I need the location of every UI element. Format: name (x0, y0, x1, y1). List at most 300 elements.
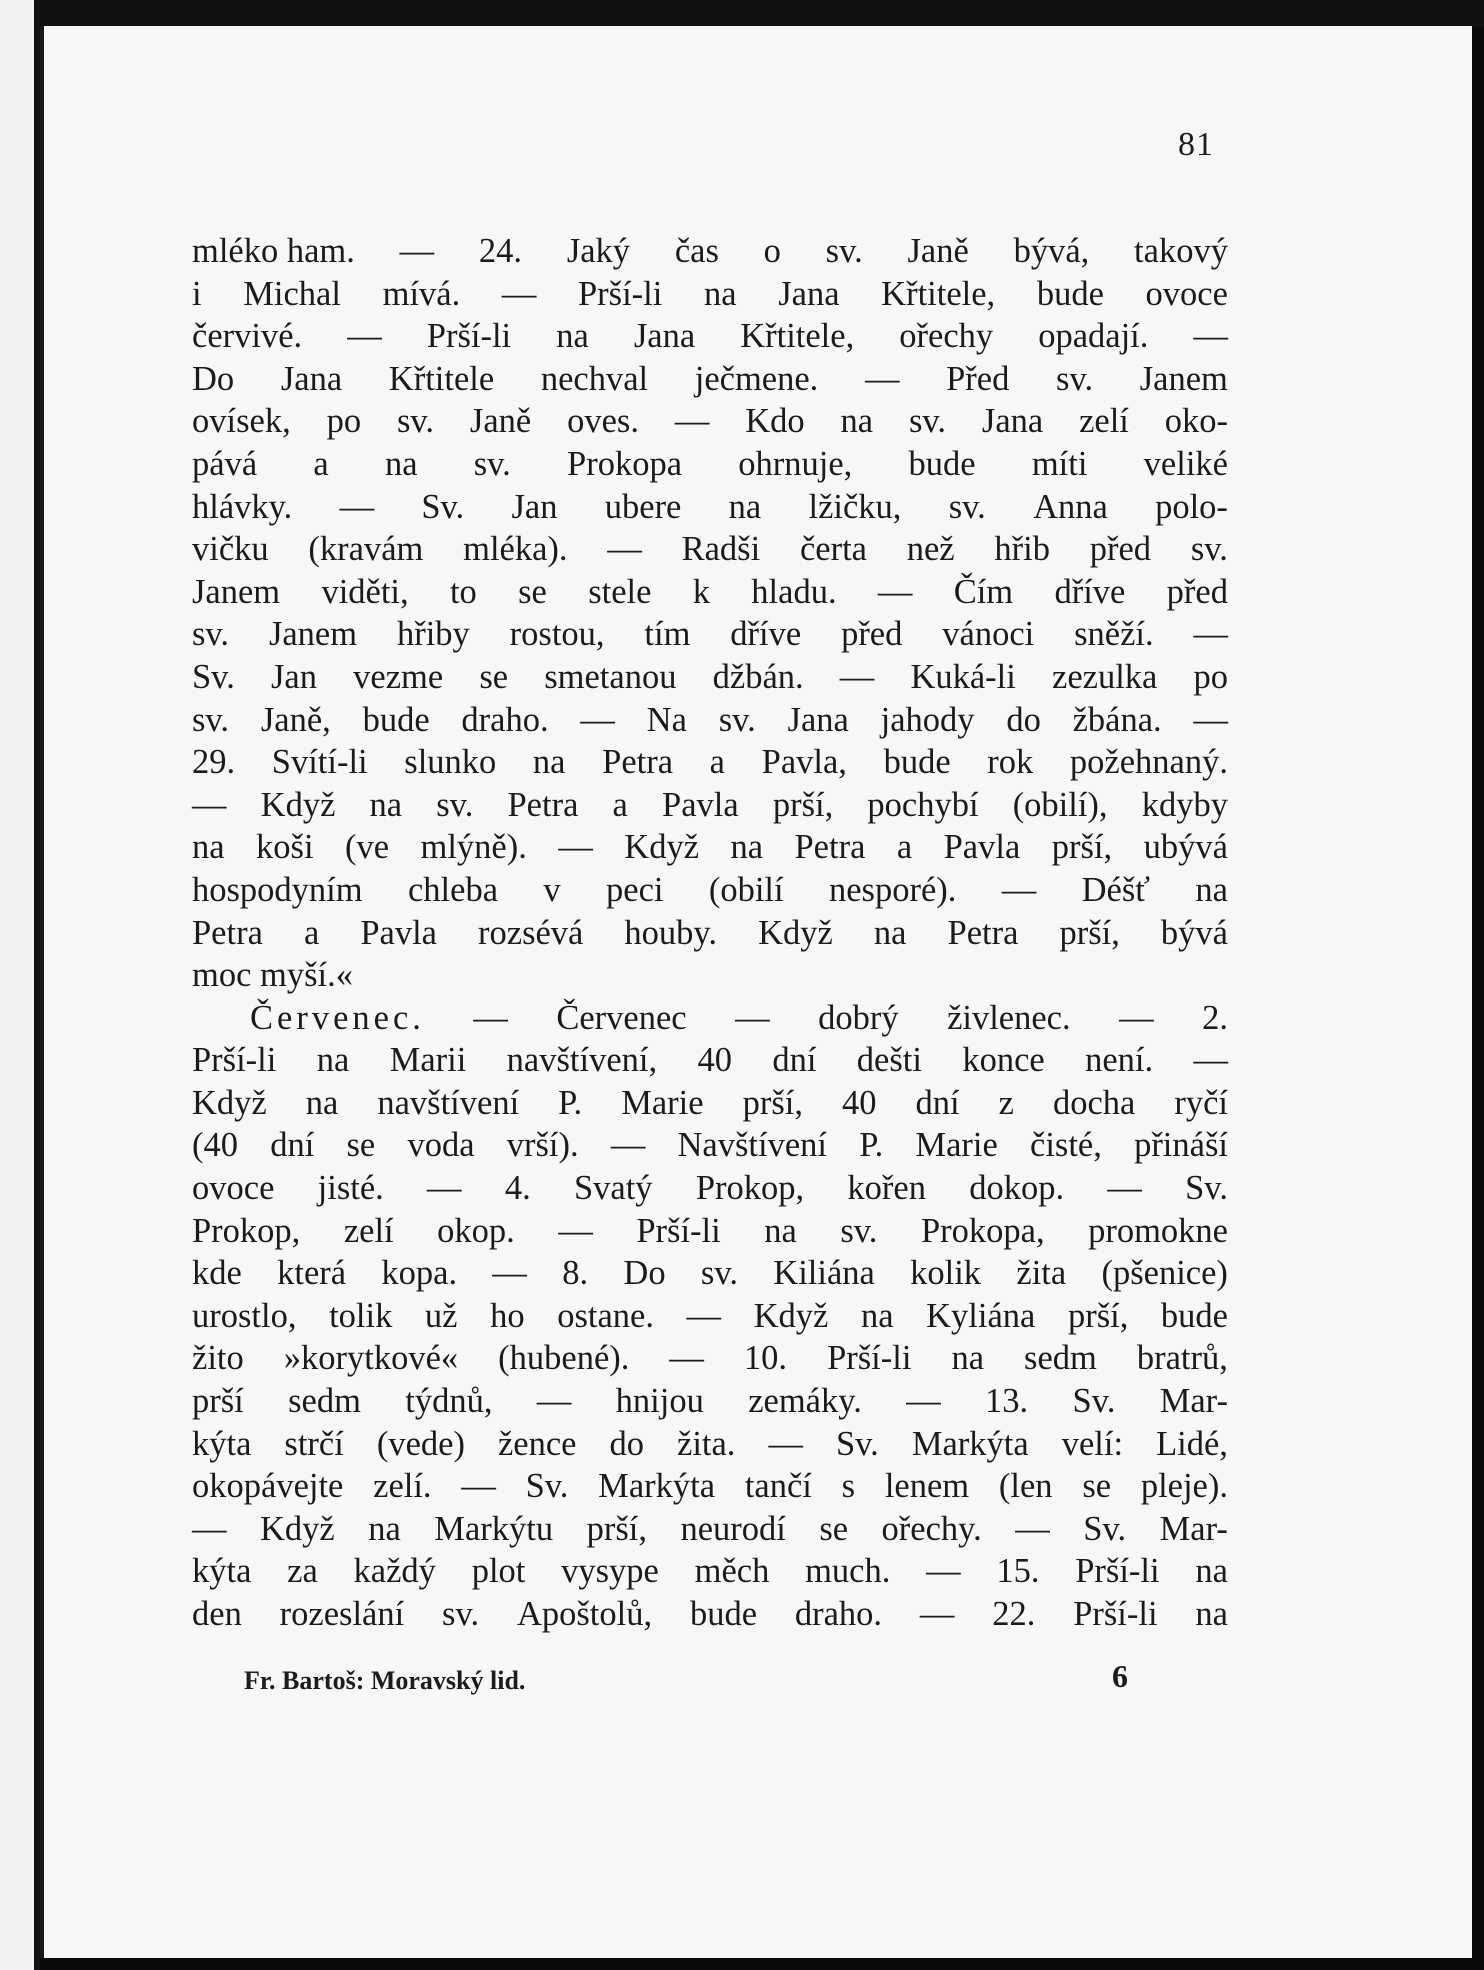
word: z (998, 1083, 1014, 1122)
word: Čím (953, 572, 1014, 611)
word: Janě (469, 402, 532, 441)
word: (vede) (376, 1424, 465, 1463)
word: žito (192, 1339, 244, 1378)
word: před (841, 615, 903, 654)
text-line (192, 443, 1228, 486)
word: Janě, (260, 700, 331, 739)
word: Radši (681, 530, 761, 569)
word: na (368, 1509, 401, 1548)
word: okopávejte (192, 1467, 344, 1506)
word: na (873, 913, 907, 952)
word: — (427, 1169, 462, 1208)
text-line (192, 1252, 1228, 1295)
word: Apoštolů, (516, 1595, 653, 1633)
word: Křtitele, (881, 274, 996, 313)
word: do (609, 1424, 644, 1463)
word: bude (1160, 1296, 1228, 1335)
word: Mar- (1159, 1509, 1228, 1548)
word: kdyby (1141, 785, 1228, 824)
word: — (1193, 317, 1228, 356)
word: (pšenice) (1101, 1254, 1228, 1293)
word: Když (192, 1083, 267, 1122)
word: neurodí (680, 1509, 786, 1548)
word: a (896, 828, 913, 867)
text-line (192, 741, 1228, 784)
word: bude (908, 444, 976, 483)
word: Pavla (360, 913, 437, 952)
word: hladu. (751, 572, 837, 611)
word: — (864, 359, 900, 398)
word: v (543, 870, 561, 909)
word: dní (270, 1126, 315, 1165)
word: sv. (192, 700, 230, 739)
word: Prší-li (426, 317, 512, 356)
word: Prokopa (567, 444, 683, 483)
word: Lidé, (1156, 1424, 1228, 1463)
word: Červenec. (250, 998, 425, 1037)
word: Marie (621, 1083, 704, 1122)
word: vysype (561, 1552, 659, 1591)
word: — (580, 700, 615, 739)
word: — (919, 1595, 955, 1633)
word: na (1195, 1552, 1228, 1591)
word: ryčí (1174, 1083, 1228, 1122)
text-line (192, 997, 1228, 1040)
word: plot (471, 1552, 526, 1591)
word: bývá, (1013, 232, 1090, 270)
word: než (906, 530, 955, 569)
word: sv. (192, 615, 230, 654)
word: Když (753, 1296, 829, 1335)
word: Sv. (421, 487, 465, 526)
text-line (192, 1550, 1228, 1593)
text-line (192, 400, 1228, 443)
word: pleje). (1140, 1467, 1228, 1506)
word: Sv. (1072, 1382, 1116, 1421)
word: — (461, 1467, 496, 1506)
word: tančí (744, 1467, 812, 1506)
word: na (556, 317, 589, 356)
word: Do (192, 359, 235, 398)
text-line (192, 912, 1228, 955)
word: na (764, 1211, 797, 1250)
word: po (326, 402, 362, 441)
text-line (192, 1124, 1228, 1167)
word: Marii (389, 1041, 467, 1080)
word: červivé. (192, 317, 303, 356)
word: — (1015, 1509, 1050, 1548)
word: Petra (794, 828, 866, 867)
word: — (686, 1296, 722, 1335)
word: o (763, 232, 781, 270)
word: slunko (404, 743, 497, 782)
word: — (1193, 1041, 1228, 1080)
word: čerta (799, 530, 867, 569)
word: sv. (473, 444, 511, 483)
word: zelí (1079, 402, 1129, 441)
word: na (384, 444, 418, 483)
word: se (1082, 1467, 1112, 1506)
word: 40 (841, 1083, 877, 1122)
word: ovoce (1145, 274, 1228, 313)
word: Prší-li (192, 1041, 277, 1080)
word: vrší). (506, 1126, 579, 1165)
word: sedm (1024, 1339, 1097, 1378)
word: 4. (504, 1169, 531, 1208)
word: kolik (910, 1254, 982, 1293)
text-line (192, 1380, 1228, 1423)
text-line (192, 273, 1228, 316)
text-line (192, 1039, 1228, 1082)
footer-source: Fr. Bartoš: Moravský lid. (244, 1666, 526, 1695)
word: se (479, 657, 509, 696)
word: Kuká-li (910, 657, 1016, 696)
word: ořechy (899, 317, 994, 356)
word: 2. (1202, 998, 1228, 1037)
word: P. (558, 1083, 583, 1122)
word: vánoci (942, 615, 1035, 654)
word: sv. (908, 402, 947, 441)
word: lžičku, (808, 487, 902, 526)
word: Jana (981, 402, 1044, 441)
word: ovísek, (192, 402, 291, 441)
word: den (192, 1595, 242, 1633)
text-line (192, 1593, 1228, 1636)
word: čas (674, 232, 719, 270)
word: přináší (1134, 1126, 1228, 1165)
word: peci (606, 870, 664, 909)
word: hřib (994, 530, 1050, 569)
word: Janem (268, 615, 358, 654)
word: kýta (192, 1424, 252, 1463)
word: — (1107, 1169, 1142, 1208)
word: urostlo, (192, 1296, 297, 1335)
word: Sv. (192, 657, 235, 696)
word: Petra (192, 913, 263, 952)
word: to (449, 572, 477, 611)
word: much. (805, 1552, 891, 1591)
word: hlávky. (192, 487, 293, 526)
word: (ve (345, 828, 390, 867)
word: (obilí), (1012, 785, 1108, 824)
word: lenem (884, 1467, 970, 1506)
word: měch (694, 1552, 770, 1591)
word: Sv. (835, 1424, 879, 1463)
word: sv. (442, 1595, 480, 1633)
word: mléka). (463, 530, 568, 569)
word: rok (987, 743, 1034, 782)
word: Prší-li (636, 1211, 721, 1250)
word: žence (497, 1424, 577, 1463)
word: — (399, 232, 435, 270)
word: po (1193, 657, 1228, 696)
word: sněží. (1074, 615, 1154, 654)
word: na (316, 1041, 350, 1080)
word: Když (259, 1509, 335, 1548)
word: docha (1052, 1083, 1136, 1122)
word: sv. (1056, 359, 1094, 398)
word: zezulka (1052, 657, 1158, 696)
word: na (1195, 1595, 1228, 1633)
word: ječmene. (694, 359, 819, 398)
text-line (192, 358, 1228, 401)
word: opadají. (1038, 317, 1149, 356)
word: (hubené). (498, 1339, 630, 1378)
word: Jana (787, 700, 849, 739)
word: navštívení, (506, 1041, 658, 1080)
word: Pavla, (761, 743, 847, 782)
word: — (1193, 615, 1228, 654)
word: Kyliána (926, 1296, 1036, 1335)
word: zemáky. (748, 1382, 862, 1421)
word: ořechy. (881, 1509, 982, 1548)
word: bude (883, 743, 951, 782)
word: Jana (778, 274, 840, 313)
word: kopa. (381, 1254, 458, 1293)
word: tolik (329, 1296, 393, 1335)
word: koši (256, 828, 314, 867)
word: Mar- (1159, 1382, 1228, 1421)
word: Petra (947, 913, 1019, 952)
word: Jaký (566, 232, 631, 270)
word: draho. (461, 700, 549, 739)
word: bude (1036, 274, 1104, 313)
word: Sv. (1083, 1509, 1127, 1548)
word: ostane. (557, 1296, 654, 1335)
word: pochybí (867, 785, 979, 824)
word: prší, (772, 785, 834, 824)
word: hnijou (615, 1382, 704, 1421)
word: takový (1134, 232, 1228, 270)
word: — (906, 1382, 941, 1421)
word: nechval (540, 359, 649, 398)
word: zelí (343, 1211, 394, 1250)
word: Petra (602, 743, 674, 782)
word: na (951, 1339, 985, 1378)
word: Janě (907, 232, 969, 270)
word: dešti (856, 1041, 922, 1080)
word: — (768, 1424, 803, 1463)
word: 10. (743, 1339, 788, 1378)
word: okop. (437, 1211, 515, 1250)
word: — (610, 1126, 646, 1165)
word: míti (1031, 444, 1088, 483)
word: — (674, 402, 710, 441)
word: Svítí-li (271, 743, 368, 782)
word: Kiliána (773, 1254, 875, 1293)
word: velí: (1061, 1424, 1124, 1463)
text-line (192, 954, 1228, 997)
word: tím (644, 615, 691, 654)
word: stele (588, 572, 652, 611)
word: bývá (1160, 913, 1228, 952)
word: — (192, 1509, 227, 1548)
word: kýta (192, 1552, 252, 1591)
text-line (192, 1295, 1228, 1338)
word: požehnaný. (1069, 743, 1228, 782)
word: P. (859, 1126, 884, 1165)
word: veliké (1143, 444, 1228, 483)
word: dní (915, 1083, 960, 1122)
word: vičku (192, 530, 269, 569)
word: prší (192, 1382, 244, 1421)
word: Křtitele (388, 359, 495, 398)
word: — (558, 828, 593, 867)
word: jisté. (317, 1169, 384, 1208)
word: sedm (288, 1382, 361, 1421)
text-line (192, 826, 1228, 869)
word: Prokopa, (920, 1211, 1045, 1250)
word: kořen (847, 1169, 926, 1208)
word: a (709, 743, 725, 782)
word: k (692, 572, 710, 611)
word: mlýně). (420, 828, 527, 867)
word: sv. (700, 1254, 738, 1293)
word: bude (689, 1595, 758, 1633)
word: jahody (880, 700, 975, 739)
word: Prokop, (695, 1169, 805, 1208)
word: dní (772, 1041, 817, 1080)
word: Michal (243, 274, 341, 313)
word: každý (353, 1552, 436, 1591)
word: Marie (915, 1126, 998, 1165)
word: (40 (192, 1126, 238, 1165)
word: živlenec. (947, 998, 1071, 1037)
word: ubere (604, 487, 682, 526)
text-line (192, 1337, 1228, 1380)
word: která (277, 1254, 347, 1293)
word: 8. (562, 1254, 589, 1293)
word: Déšť (1081, 870, 1151, 909)
word: — (492, 1254, 527, 1293)
word: — (839, 657, 875, 696)
word: bude (362, 700, 430, 739)
word: na (305, 1083, 339, 1122)
word: Když (260, 785, 336, 824)
word: Svatý (573, 1169, 653, 1208)
word: sv. (396, 402, 435, 441)
word: 24. (478, 232, 523, 270)
text-line (192, 1465, 1228, 1508)
word: chleba (407, 870, 499, 909)
word: oves. (567, 402, 639, 441)
word: — (1193, 700, 1228, 739)
word: sv. (436, 785, 474, 824)
word: Sv. (1185, 1169, 1228, 1208)
word: strčí (284, 1424, 344, 1463)
word: — (558, 1211, 593, 1250)
word: Křtitele, (740, 317, 855, 356)
word: Markýta (598, 1467, 716, 1506)
word: na (532, 743, 566, 782)
word: Jana (633, 317, 696, 356)
word: hospodyním (192, 870, 363, 909)
word: i (192, 274, 202, 313)
text-line (192, 1210, 1228, 1253)
word: Navštívení (677, 1126, 827, 1165)
text-line (192, 1082, 1228, 1125)
word: dříve (1054, 572, 1126, 611)
word: — (192, 785, 227, 824)
word: houby. (624, 913, 718, 952)
word: čisté, (1030, 1126, 1102, 1165)
word: Pavla (943, 828, 1021, 867)
word: Kdo (745, 402, 805, 441)
word: viděti, (321, 572, 409, 611)
page-number: 81 (1178, 126, 1214, 163)
word: pává (192, 444, 258, 483)
word: mléko ham. (192, 232, 355, 270)
scan-top-edge (40, 0, 1484, 26)
text-line (192, 571, 1228, 614)
word: a (612, 785, 628, 824)
word: (kravám (308, 530, 424, 569)
word: 22. (992, 1595, 1036, 1633)
word: zelí. (373, 1467, 432, 1506)
body-text (192, 230, 1228, 1636)
text-line (192, 230, 1228, 273)
word: prší, (742, 1083, 803, 1122)
word: s (841, 1467, 856, 1506)
word: žita (1016, 1254, 1067, 1293)
word: polo- (1155, 487, 1228, 526)
word: ubývá (1143, 828, 1228, 867)
word: prší, (1067, 1296, 1129, 1335)
word: — (536, 1382, 572, 1421)
word: 13. (985, 1382, 1029, 1421)
word: Prší-li (1073, 1595, 1158, 1633)
word: — (339, 487, 375, 526)
word: sv. (718, 700, 756, 739)
word: — (877, 572, 913, 611)
word: »korytkové« (283, 1339, 459, 1378)
word: draho. (794, 1595, 883, 1633)
word: bratrů, (1136, 1339, 1228, 1378)
word: do (1006, 700, 1041, 739)
word: mívá. (382, 274, 461, 313)
text-line (192, 528, 1228, 571)
word: dříve (730, 615, 802, 654)
word: Sv. (525, 1467, 569, 1506)
word: a (303, 913, 320, 952)
word: Markýtu (434, 1509, 554, 1548)
word: hřiby (396, 615, 470, 654)
word: Anna (1033, 487, 1108, 526)
word: — (501, 274, 537, 313)
word: na (1195, 870, 1228, 909)
word: Prší-li (827, 1339, 912, 1378)
word: Když (624, 828, 700, 867)
word: nesporé). (828, 870, 957, 909)
word: Červenec (556, 998, 687, 1037)
text-line (192, 315, 1228, 358)
word: kde (192, 1254, 242, 1293)
word: Prokop, (192, 1211, 301, 1250)
word: Petra (507, 785, 579, 824)
word: 40 (697, 1041, 732, 1080)
word: — (473, 998, 508, 1037)
word: moc myší.« (192, 956, 353, 995)
word: smetanou (544, 657, 677, 696)
word: — (1001, 870, 1037, 909)
word: žbána. (1072, 700, 1162, 739)
word: džbán. (712, 657, 804, 696)
word: Janem (192, 572, 281, 611)
word: navštívení (377, 1083, 520, 1122)
text-line (192, 699, 1228, 742)
word: — (735, 998, 770, 1037)
word: 15. (996, 1552, 1040, 1591)
